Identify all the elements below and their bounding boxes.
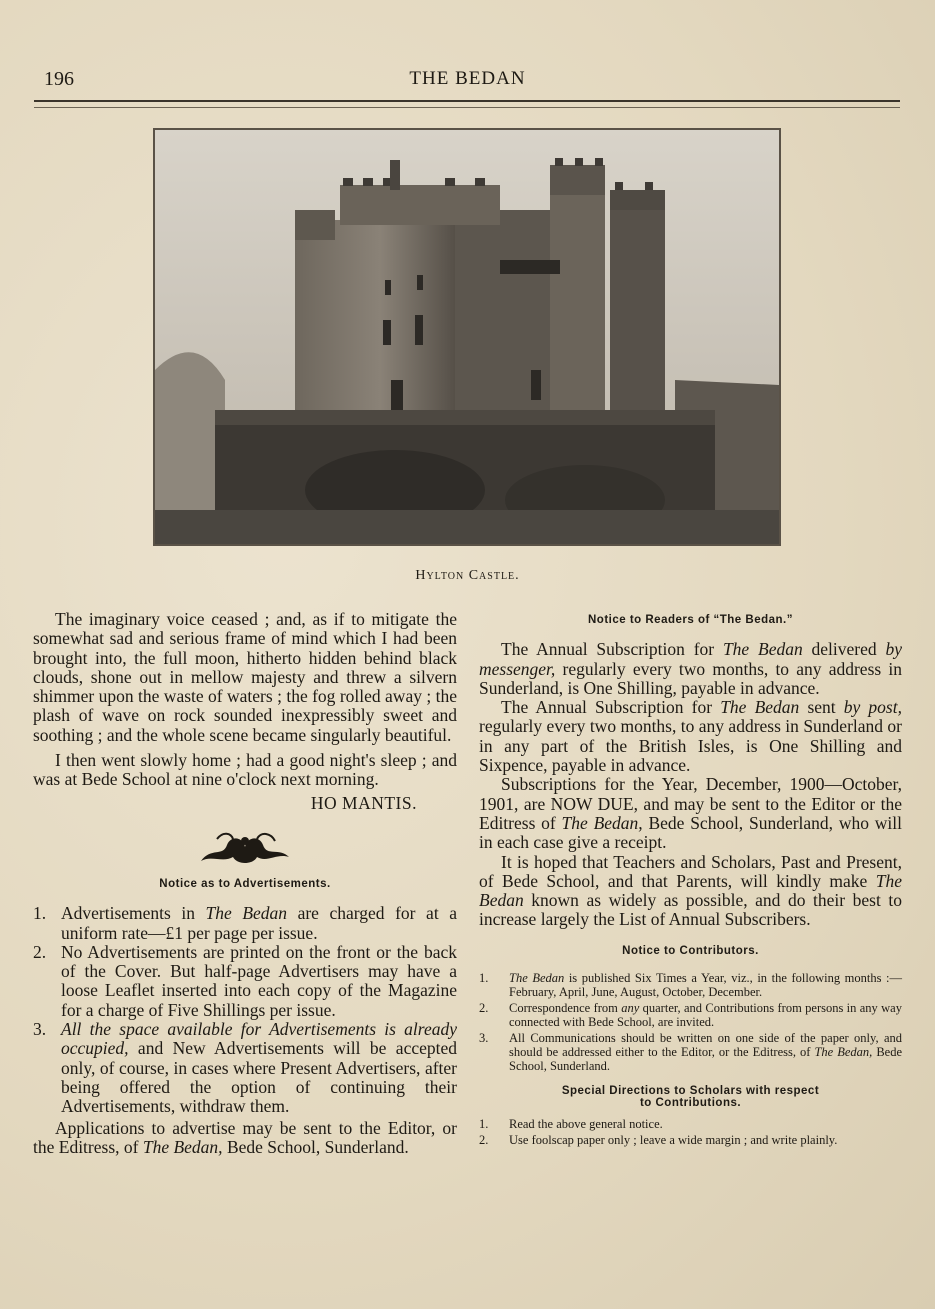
item-italic: The Bedan [205, 903, 288, 924]
list-item [33, 1020, 457, 1116]
item-text: and New Advertisements will be accepted only, of course, in cases where Present Advertisers, after being offered the option of continuing their Advertisements, withdraw them. [61, 1038, 457, 1117]
heading-line: Special Directions to Scholars with respect [561, 1085, 820, 1098]
directions-heading [479, 1085, 902, 1109]
item-text: is published Six Times a Year, viz., in the following months :—February, April, June, August, October, December. [509, 971, 902, 1000]
para-italic: The Bedan, [142, 1136, 223, 1157]
story-paragraph: The imaginary voice ceased ; and, as if to mitigate the somewhat sad and serious frame of mind which I had been brought into, the full moon, hitherto hidden behind black clouds, shone out in mellow majesty and threw a silvern shimmer upon the waste of waters ; the fog rolled away ; the plash of wave on rock sounded inexpressibly sweet and soothing ; and the whole scene became singularly beautiful. [33, 609, 457, 745]
para-text: sent [799, 697, 844, 718]
photo-caption: Hylton Castle. [415, 568, 520, 583]
para-text: regularly every two months, to any address in Sunderland or in any part of the British Isles, is One Shilling and Sixpence, payable in advance. [479, 716, 902, 776]
para-italic: The Bedan [479, 870, 902, 911]
item-italic: any [621, 1001, 640, 1016]
story-paragraph: I then went slowly home ; had a good night's sleep ; and was at Bede School at nine o'clock next morning. [33, 750, 457, 790]
list-item [33, 943, 457, 1020]
para-text: Bede School, Sunderland, who will in each case give a receipt. [479, 812, 902, 853]
page-header [0, 64, 935, 94]
para-text: regularly every two months, to any address in Sunderland, is One Shilling, payable in advance. [479, 658, 902, 698]
list-item [479, 1133, 902, 1147]
item-text: All Communications should be written on one side of the paper only, and should be addressed either to the Editor, or the Editress, of [509, 1031, 902, 1060]
item-text: are charged for at a uniform rate—£1 per page per issue. [61, 903, 457, 943]
notice-paragraph [479, 698, 902, 775]
para-text: delivered [802, 639, 886, 660]
item-text: quarter, and Contributions from persons in any way connected with Bede School, are invited. [509, 1001, 902, 1030]
item-italic: The Bedan, [814, 1045, 873, 1060]
para-italic: by messenger, [479, 639, 902, 679]
contributors-list [479, 971, 902, 1073]
para-italic: The Bedan [720, 697, 800, 718]
ads-notice-heading: Notice as to Advertisements. [159, 877, 331, 890]
list-item [479, 971, 902, 999]
contributors-notice-body [479, 971, 902, 1073]
item-number: 1. [479, 971, 489, 986]
item-text: No Advertisements are printed on the front or the back of the Cover. But half-page Advertisers may have a loose Leaflet inserted into each copy of the Magazine for a charge of Five Shillings per issue. [61, 941, 457, 1020]
list-item [479, 1117, 902, 1131]
list-item [33, 904, 457, 943]
item-number: 1. [479, 1117, 489, 1132]
para-text: known as widely as possible, and do their best to increase largely the List of Annual Subscribers. [479, 890, 902, 930]
para-italic: The Bedan [722, 639, 803, 660]
notice-paragraph [479, 640, 902, 698]
running-title: THE BEDAN [409, 68, 526, 89]
item-text: Use foolscap paper only ; leave a wide margin ; and write plainly. [509, 1133, 838, 1148]
list-item [479, 1001, 902, 1029]
para-text: Bede School, Sunderland. [222, 1136, 409, 1157]
item-text: Bede School, Sunderland. [509, 1045, 903, 1074]
directions-body [479, 1117, 902, 1147]
right-column [479, 605, 902, 1149]
left-column [33, 610, 457, 1157]
item-number: 2. [479, 1001, 489, 1016]
para-text: Subscriptions for the Year, December, 1900—October, 1901, are NOW DUE, and may be sent to the Editor or the Editress of [479, 774, 902, 833]
item-text: Advertisements in [61, 903, 206, 924]
author-signature: HO MANTIS. [310, 792, 417, 813]
ads-closing-paragraph [33, 1119, 457, 1158]
para-text: The Annual Subscription for [501, 697, 721, 718]
para-text: Applications to advertise may be sent to the Editor, or the Editress, of [33, 1117, 457, 1157]
directions-list [479, 1117, 902, 1147]
item-text: Correspondence from [509, 1001, 622, 1016]
para-italic: by post, [843, 697, 902, 718]
heading-line: to Contributions. [639, 1097, 742, 1110]
list-item [479, 1031, 902, 1073]
item-number: 2. [479, 1133, 489, 1148]
contributors-notice-heading: Notice to Contributors. [622, 944, 759, 957]
item-number: 1. [33, 903, 47, 924]
notice-paragraph [479, 775, 902, 852]
decorative-flourish-icon [197, 827, 293, 867]
item-italic: All the space available for Advertisements is already occupied, [61, 1019, 457, 1059]
para-italic: The Bedan, [561, 812, 643, 833]
page-number: 196 [44, 68, 74, 90]
item-text: Read the above general notice. [509, 1117, 663, 1132]
para-text: The Annual Subscription for [501, 639, 723, 660]
readers-notice-heading: Notice to Readers of “The Bedan.” [587, 614, 793, 626]
item-italic: The Bedan [509, 971, 565, 986]
para-text: It is hoped that Teachers and Scholars, Past and Present, of Bede School, and that Parents, will kindly make [479, 851, 902, 891]
item-number: 3. [33, 1019, 47, 1040]
item-number: 3. [479, 1031, 489, 1046]
ads-notice-list [33, 904, 457, 1116]
header-rule [34, 100, 900, 108]
castle-photograph [153, 128, 781, 546]
notice-paragraph [479, 853, 902, 930]
item-number: 2. [33, 941, 47, 962]
